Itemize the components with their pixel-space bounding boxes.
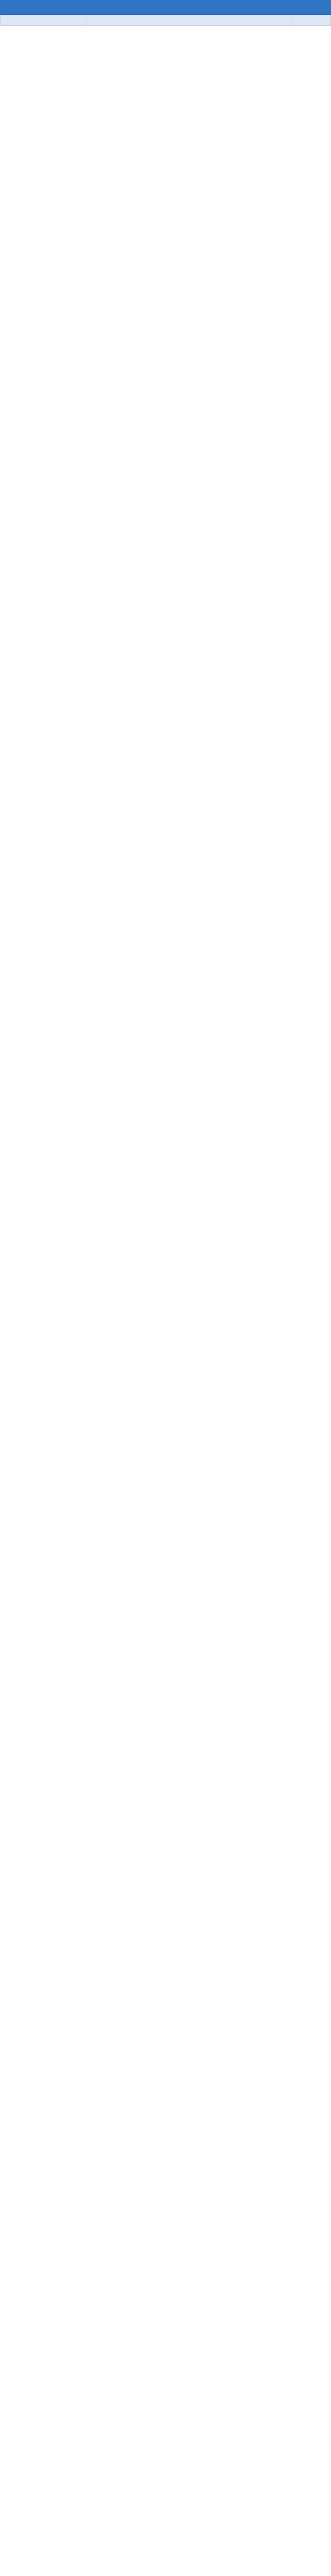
column-header-4	[292, 15, 330, 25]
data-table	[0, 15, 331, 26]
column-header-1	[1, 15, 57, 25]
page-title	[0, 0, 331, 15]
table-header-row	[1, 15, 330, 26]
column-header-2	[57, 15, 87, 25]
column-header-3	[87, 15, 292, 25]
